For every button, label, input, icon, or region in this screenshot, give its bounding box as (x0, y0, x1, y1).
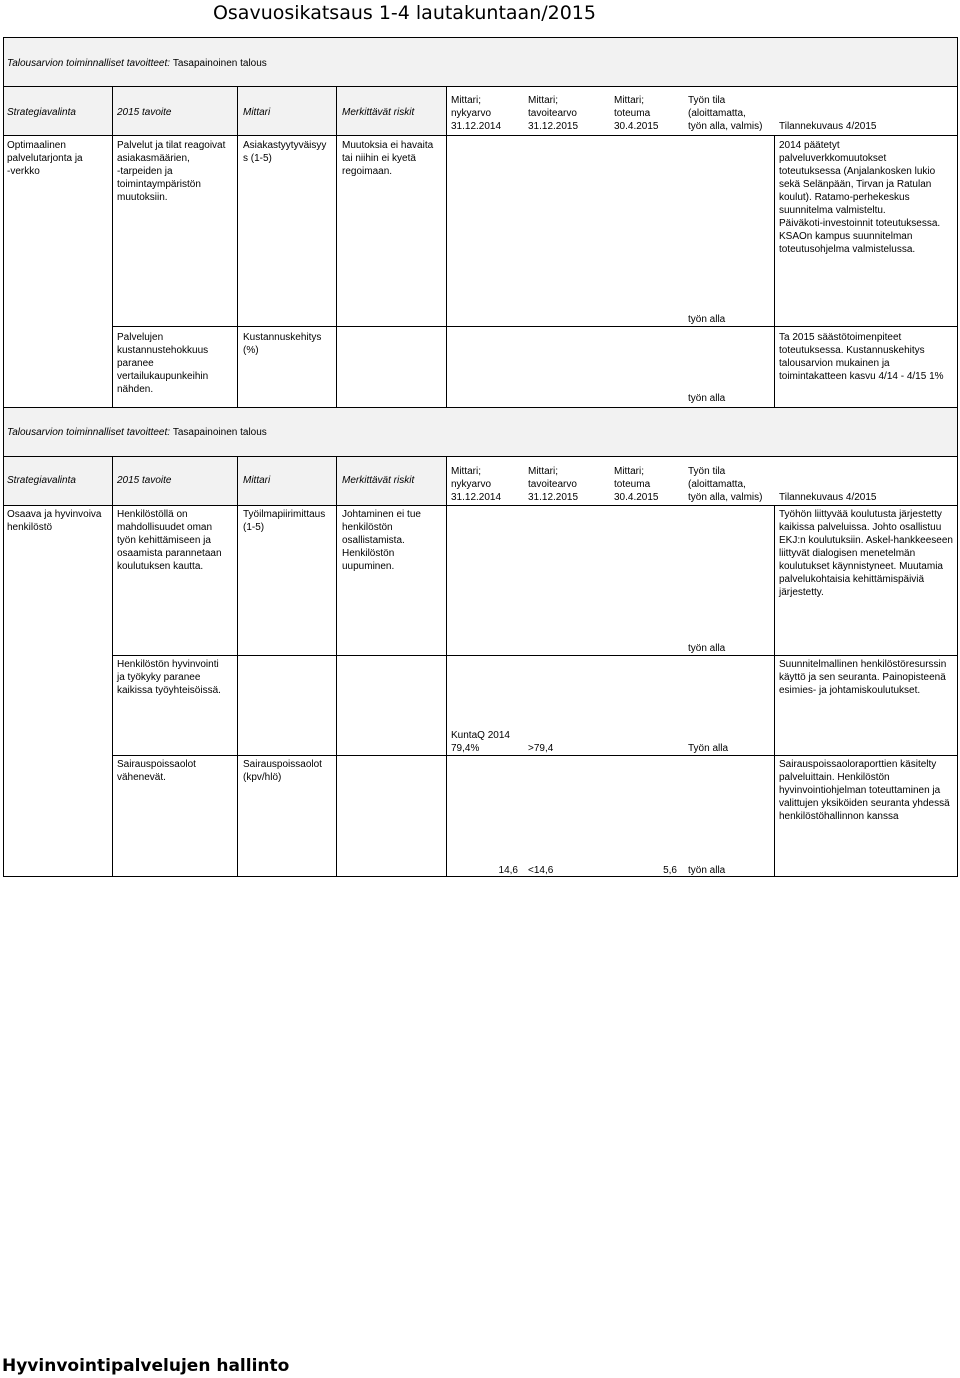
s1-row2-tila: työn alla (688, 393, 726, 404)
s2-row1-riskit: Johtaminen ei tue henkilöstön osallistamista. Henkilöstön uupuminen. (342, 509, 421, 572)
s1-row2-mittari: Kustannuskehitys (%) (243, 332, 322, 356)
col-line (237, 456, 238, 877)
s2-row1-tavoite: Henkilöstöllä on mahdollisuudet oman työn kehittämiseen ja osaamista parannetaan koulutuksen kautta. (117, 509, 222, 572)
s1-row2-tavoite: Palvelujen kustannustehokkuus paranee vertailukaupunkeihin nähden. (117, 332, 209, 395)
footer-title: Hyvinvointipalvelujen hallinto (2, 1356, 290, 1376)
s1-row1-riskit: Muutoksia ei havaita tai niihin ei kyetä regoimaan. (342, 140, 434, 177)
header-tavoite: 2015 tavoite (117, 107, 172, 118)
row-divider (112, 326, 957, 327)
header-tilannekuvaus: Tilannekuvaus 4/2015 (779, 121, 877, 132)
s1-row1-mittari: Asiakastyytyväisyy s (1-5) (243, 140, 327, 164)
s2-row4-nykyarvo: 14,6 (498, 865, 518, 876)
section1-label: Talousarvion toiminnalliset tavoitteet: Tasapainoinen talous (7, 58, 267, 69)
s1-row2-tilannekuvaus: Ta 2015 säästötoimenpiteet toteutuksessa. Kustannuskehitys talousarvion mukainen ja toimintakatteen kasvu 4/14 - 4/15 1% (779, 332, 944, 382)
s2-row2-tavoite: Henkilöstön hyvinvointi ja työkyky paranee kaikissa työyhteisöissä. (117, 659, 221, 696)
col-line (446, 86, 447, 408)
col-line (446, 456, 447, 877)
header-riskit: Merkittävät riskit (342, 475, 415, 486)
header-toteuma: Mittari; toteuma 30.4.2015 (614, 95, 659, 132)
header-nykyarvo: Mittari; nykyarvo 31.12.2014 (451, 466, 502, 503)
s1-row1-tilannekuvaus: 2014 päätetyt palveluverkkomuutokset toteutuksessa (Anjalankosken lukio sekä Selänpään, Tirvan ja Ratulan koulut). Ratamo-perhekeskus suunnitelma valmisteltu. Päiväkoti-investoinnit toteutuksessa. KSAOn kampus suunnitelman toteutusohjelma valmistelussa. (779, 140, 941, 255)
header-tavoitearvo: Mittari; tavoitearvo 31.12.2015 (528, 95, 579, 132)
header-nykyarvo: Mittari; nykyarvo 31.12.2014 (451, 95, 502, 132)
s2-row3-tavoite: Sairauspoissaolot vähenevät. (117, 759, 196, 783)
section1-header-divider (3, 135, 957, 136)
header-mittari: Mittari (243, 107, 271, 118)
s2-row3-mittari: Sairauspoissaolot (kpv/hlö) (243, 759, 322, 783)
s2-row1-strategia: Osaava ja hyvinvoiva henkilöstö (7, 509, 102, 533)
header-tavoitearvo: Mittari; tavoitearvo 31.12.2015 (528, 466, 579, 503)
s2-row2-tilannekuvaus: Suunnitelmallinen henkilöstöresurssin käyttö ja sen seuranta. Painopisteenä esimies- ja johtamiskoulutukset. (779, 659, 947, 696)
header-mittari: Mittari (243, 475, 271, 486)
header-strategiavalinta: Strategiavalinta (7, 475, 76, 486)
row-divider (112, 755, 957, 756)
s2-row1-tilannekuvaus: Työhön liittyvää koulutusta järjestetty kaikissa palveluissa. Johto osallistuu EKJ:n koulutuksiin. Askel-hankkeeseen liittyvät dialogisen menetelmän koulutukset käynnistyneet. Muutamia palvelukohtaisia kehittämispäiviä järjestetty. (779, 509, 953, 598)
col-line (112, 456, 113, 877)
s2-row4-tila: työn alla (688, 865, 726, 876)
table-border-right (957, 37, 958, 877)
s2-row4-toteuma: 5,6 (663, 865, 677, 876)
col-line (237, 86, 238, 408)
header-tavoite: 2015 tavoite (117, 475, 172, 486)
header-tilannekuvaus: Tilannekuvaus 4/2015 (779, 492, 877, 503)
col-line (336, 86, 337, 408)
col-line (112, 86, 113, 408)
s2-row3-tilannekuvaus: Sairauspoissaoloraporttien käsitelty palveluittain. Henkilöstön hyvinvointiohjelman toteuttaminen ja valittujen yksiköiden seuranta yhdessä henkilöstöhallinnon kanssa (779, 759, 950, 822)
s1-row1-strategia: Optimaalinen palvelutarjonta ja -verkko (7, 140, 83, 177)
header-strategiavalinta: Strategiavalinta (7, 107, 76, 118)
s1-row1-tavoite: Palvelut ja tilat reagoivat asiakasmäärien, -tarpeiden ja toimintaympäristön muutoksiin. (117, 140, 226, 203)
header-tila: Työn tila (aloittamatta, työn alla, valmis) (688, 466, 763, 503)
row-divider (112, 655, 957, 656)
s1-row1-tila: työn alla (688, 314, 726, 325)
col-line (336, 456, 337, 877)
s2-row3-tavoitearvo: >79,4 (528, 743, 554, 754)
col-line (774, 505, 775, 877)
s2-row1-tila: työn alla (688, 643, 726, 654)
s2-row4-tavoitearvo: <14,6 (528, 865, 554, 876)
section2-header-divider (3, 505, 957, 506)
s2-row3-nykyarvo: KuntaQ 2014 79,4% (451, 730, 510, 754)
document-title: Osavuosikatsaus 1-4 lautakuntaan/2015 (212, 2, 596, 24)
s2-row1-mittari: Työilmapiirimittaus (1-5) (243, 509, 326, 533)
header-riskit: Merkittävät riskit (342, 107, 415, 118)
header-toteuma: Mittari; toteuma 30.4.2015 (614, 466, 659, 503)
header-tila: Työn tila (aloittamatta, työn alla, valmis) (688, 95, 763, 132)
section2-label: Talousarvion toiminnalliset tavoitteet: Tasapainoinen talous (7, 427, 267, 438)
s2-row3-tila: Työn alla (688, 743, 729, 754)
col-line (774, 135, 775, 408)
